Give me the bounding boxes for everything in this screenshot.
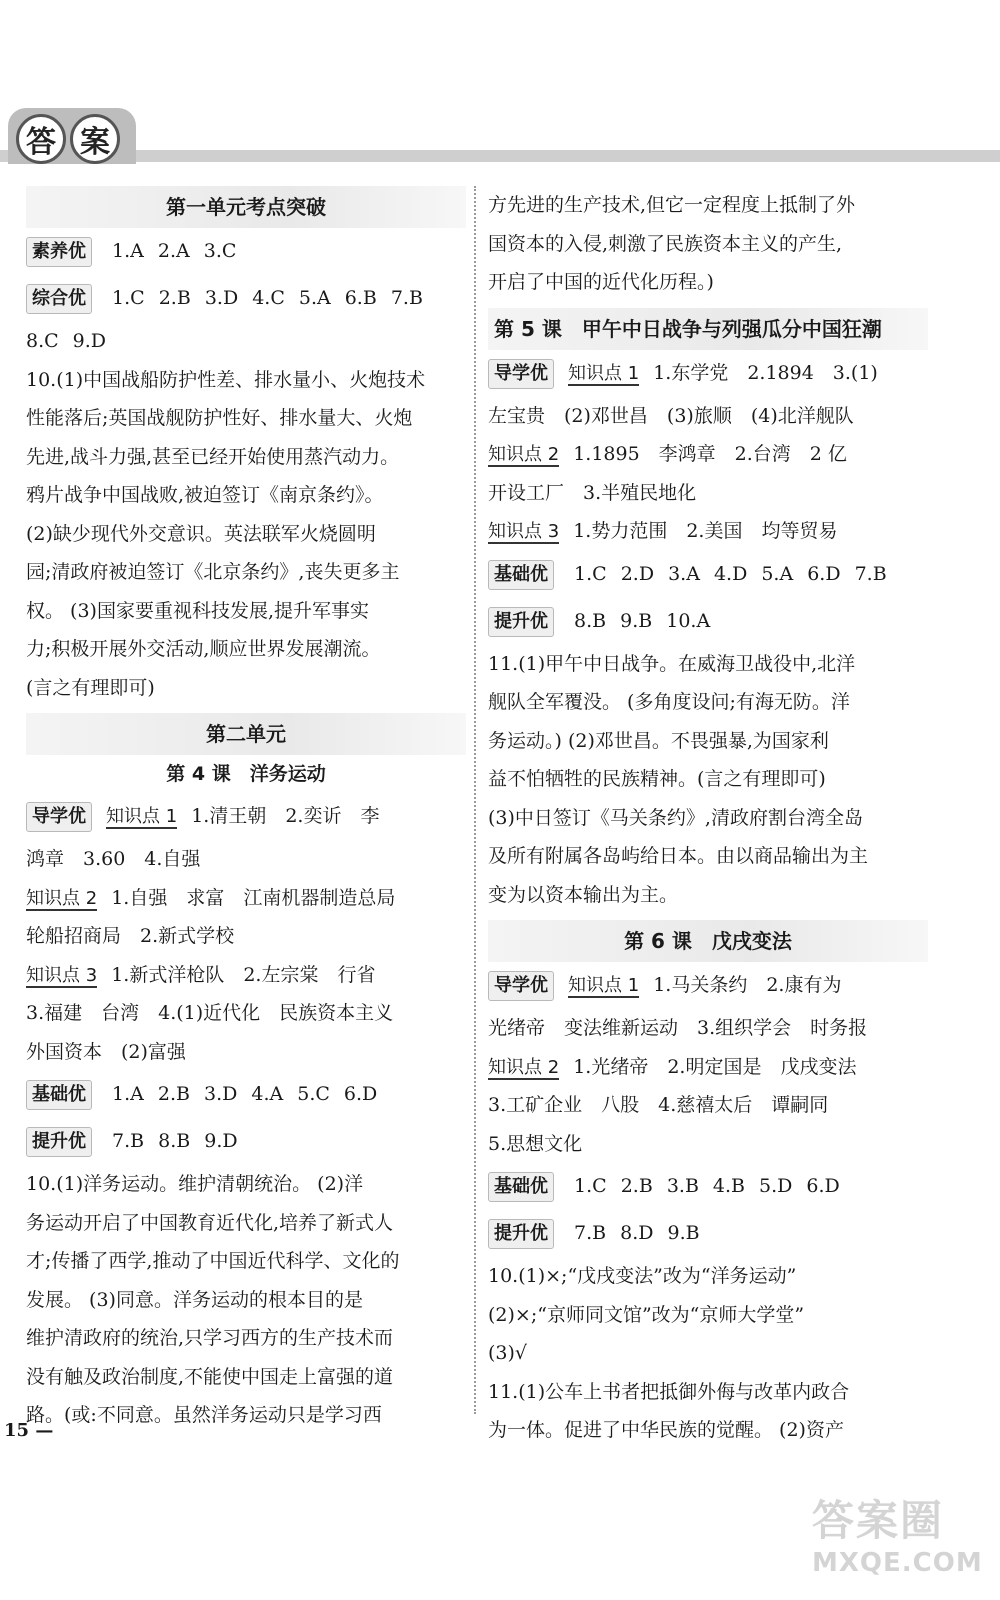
answer-item: 1.C xyxy=(574,562,607,585)
kp2-6-text: 1.光绪帝 2.明定国是 戊戌变法 xyxy=(573,1055,857,1078)
text-line: 及所有附属各岛屿给日本。由以商品输出为主 xyxy=(488,845,869,867)
text-line: 11.(1)公车上书者把抵御外侮与改革内政合 xyxy=(488,1380,850,1403)
knowledge-point-3: 知识点 3 xyxy=(26,964,98,986)
answer-item: 7.B xyxy=(112,1130,145,1152)
kp3-5-text: 1.势力范围 2.美国 均等贸易 xyxy=(573,520,838,542)
text-line: 鸿章 3.60 4.自强 xyxy=(26,848,201,870)
knowledge-point-2: 知识点 2 xyxy=(26,887,98,909)
tisheng-badge: 提升优 xyxy=(26,1127,92,1157)
knowledge-point-2: 知识点 2 xyxy=(488,1056,560,1078)
text-line: 3.工矿企业 八股 4.慈禧太后 谭嗣同 xyxy=(488,1094,829,1116)
knowledge-point-1: 知识点 1 xyxy=(568,975,640,996)
text-line: 益不怕牺牲的民族精神。(言之有理即可) xyxy=(488,768,826,790)
kp2-row xyxy=(26,879,466,918)
header-strip xyxy=(0,150,1000,162)
daoxue6-text: 1.马关条约 2.康有为 xyxy=(653,974,842,996)
answer-item: 5.C xyxy=(297,1083,330,1105)
text-line: 10.(1)洋务运动。维护清朝统治。 (2)洋 xyxy=(26,1173,364,1195)
text-line: (2)×;“京师同文馆”改为“京师大学堂” xyxy=(488,1303,805,1326)
answer-item: 3.A xyxy=(668,562,700,585)
text-line: 3.福建 台湾 4.(1)近代化 民族资本主义 xyxy=(26,1002,394,1024)
answer-item: 7.B xyxy=(854,562,887,585)
jichu5-answers xyxy=(574,563,901,585)
answer-item: 9.B xyxy=(620,609,653,632)
text-line: 维护清政府的统治,只学习西方的生产技术而 xyxy=(26,1327,394,1349)
answer-item: 6.D xyxy=(806,1175,840,1197)
answer-item: 2.D xyxy=(620,562,655,585)
text-line: 园;清政府被迫签订《北京条约》,丧失更多主 xyxy=(26,561,400,583)
jichu6-badge: 基础优 xyxy=(488,1172,554,1202)
daoxue5-text: 1.东学党 2.1894 3.(1) xyxy=(653,361,878,384)
text-line: (言之有理即可) xyxy=(26,676,155,699)
kp2-5-row xyxy=(488,435,928,474)
daoxue5-badge: 导学优 xyxy=(488,359,554,389)
answer-item: 2.B xyxy=(620,1175,653,1197)
answer-item: 6.B xyxy=(344,287,377,309)
text-line: 开启了中国的近代化历程。) xyxy=(488,271,714,293)
q10-answer xyxy=(26,361,466,708)
tisheng6-badge: 提升优 xyxy=(488,1219,554,1249)
kp3-5-row xyxy=(488,512,928,551)
answer-item: 6.D xyxy=(343,1083,378,1105)
answer-item: 8.B xyxy=(574,609,607,632)
answer-item: 8.D xyxy=(620,1222,654,1244)
knowledge-point-3: 知识点 3 xyxy=(488,521,560,542)
answer-item: 3.B xyxy=(666,1175,699,1197)
knowledge-point-1: 知识点 1 xyxy=(106,806,178,827)
header-char-2: 案 xyxy=(70,114,120,164)
header-char-1: 答 xyxy=(16,114,66,164)
knowledge-point-2: 知识点 2 xyxy=(488,444,560,465)
q11-answer xyxy=(488,645,928,915)
answer-item: 9.D xyxy=(204,1130,238,1152)
text-line: 光绪帝 变法维新运动 3.组织学会 时务报 xyxy=(488,1017,868,1039)
text-line: 鸦片战争中国战败,被迫签订《南京条约》。 xyxy=(26,484,384,506)
column-divider xyxy=(474,186,476,1414)
kp3-row xyxy=(26,956,466,995)
text-line: 才;传播了西学,推动了中国近代科学、文化的 xyxy=(26,1250,400,1272)
jichu6-answers xyxy=(574,1175,854,1197)
answer-item: 8.B xyxy=(158,1130,191,1152)
text-line: (3)√ xyxy=(488,1342,528,1364)
lesson6-title: 第 6 课 戊戌变法 xyxy=(488,920,928,962)
daoxue-badge: 导学优 xyxy=(26,802,92,832)
text-line: 方先进的生产技术,但它一定程度上抵制了外 xyxy=(488,194,856,216)
text-line: (2)缺少现代外交意识。英法联军火烧圆明 xyxy=(26,522,376,545)
suyang-badge: 素养优 xyxy=(26,237,92,267)
tisheng5-answers xyxy=(574,610,724,632)
text-line: 路。(或:不同意。虽然洋务运动只是学习西 xyxy=(26,1404,382,1426)
kp2-text: 1.自强 求富 江南机器制造总局 xyxy=(111,886,396,909)
zonghe-row xyxy=(26,275,466,322)
text-line: 先进,战斗力强,甚至已经开始使用蒸汽动力。 xyxy=(26,445,400,468)
zonghe-answers xyxy=(112,287,437,309)
answer-item: 4.C xyxy=(252,287,285,309)
answer-item: 7.B xyxy=(390,287,423,309)
answer-item: 6.D xyxy=(807,562,841,585)
answer-item: 4.A xyxy=(251,1083,284,1105)
daoxue6-badge: 导学优 xyxy=(488,971,554,1001)
text-line: 没有触及政治制度,不能使中国走上富强的道 xyxy=(26,1365,394,1388)
answer-item: 3.C xyxy=(203,240,237,262)
text-line: 10.(1)×;“戊戌变法”改为“洋务运动” xyxy=(488,1265,797,1287)
watermark-top: 答案圈 xyxy=(812,1496,945,1545)
answer-item: 9.B xyxy=(667,1222,700,1244)
answer-item: 1.C xyxy=(574,1175,607,1197)
answer-item: 3.D xyxy=(204,1083,238,1105)
text-line: 性能落后;英国战舰防护性好、排水量大、火炮 xyxy=(26,407,413,429)
tisheng6-answers xyxy=(574,1222,714,1244)
tisheng6-row xyxy=(488,1210,928,1257)
kp3-text: 1.新式洋枪队 2.左宗棠 行省 xyxy=(111,963,376,986)
zonghe-badge: 综合优 xyxy=(26,284,92,314)
answer-item: 1.A xyxy=(112,1083,144,1105)
answer-item: 10.A xyxy=(666,609,711,632)
answer-item: 2.B xyxy=(157,1083,190,1105)
answer-item: 8.C xyxy=(26,330,59,352)
jichu-badge: 基础优 xyxy=(26,1080,92,1110)
answer-item: 3.D xyxy=(204,287,239,309)
knowledge-point-1: 知识点 1 xyxy=(568,362,640,384)
text-line: 外国资本 (2)富强 xyxy=(26,1040,186,1063)
jichu5-badge: 基础优 xyxy=(488,560,554,590)
page-number: 15 — xyxy=(4,1420,54,1441)
jichu5-row xyxy=(488,551,928,598)
text-line: 轮船招商局 2.新式学校 xyxy=(26,925,235,947)
tisheng-row xyxy=(26,1118,466,1165)
zonghe-cont xyxy=(26,322,466,361)
tisheng5-badge: 提升优 xyxy=(488,607,554,637)
right-column xyxy=(488,186,928,1450)
suyang-row xyxy=(26,228,466,275)
left-column xyxy=(26,186,466,1435)
daoxue-row xyxy=(26,793,466,840)
answer-item: 2.B xyxy=(158,287,191,309)
text-line: 力;积极开展外交活动,顺应世界发展潮流。 xyxy=(26,638,381,660)
suyang-answers xyxy=(112,240,250,262)
text-line: 发展。 (3)同意。洋务运动的根本目的是 xyxy=(26,1288,363,1311)
text-line: 10.(1)中国战船防护性差、排水量小、火炮技术 xyxy=(26,368,426,391)
text-line: 变为以资本输出为主。 xyxy=(488,883,679,906)
text-line: 左宝贵 (2)邓世昌 (3)旅顺 (4)北洋舰队 xyxy=(488,404,854,427)
answer-item: 4.B xyxy=(712,1175,745,1197)
answer-item: 5.A xyxy=(761,562,794,585)
jichu-row xyxy=(26,1071,466,1118)
text-line: 务运动开启了中国教育近代化,培养了新式人 xyxy=(26,1211,394,1234)
answer-item: 4.D xyxy=(713,562,748,585)
daoxue5-row xyxy=(488,350,928,397)
watermark-logo xyxy=(812,1488,992,1592)
text-line: 权。 (3)国家要重视科技发展,提升军事实 xyxy=(26,599,369,622)
tisheng5-row xyxy=(488,598,928,645)
daoxue-text: 1.清王朝 2.奕䜣 李 xyxy=(191,805,380,827)
q10-11-answer xyxy=(488,1257,928,1450)
answer-item: 1.A xyxy=(112,240,144,262)
tisheng-answers xyxy=(112,1130,252,1152)
answer-item: 2.A xyxy=(157,240,190,262)
text-line: 开设工厂 3.半殖民地化 xyxy=(488,481,697,504)
answer-header xyxy=(0,100,1000,170)
daoxue6-row xyxy=(488,962,928,1009)
text-line: 5.思想文化 xyxy=(488,1132,583,1155)
kp2-5-text: 1.1895 李鸿章 2.台湾 2 亿 xyxy=(573,443,847,465)
answer-item: 5.D xyxy=(759,1175,793,1197)
answer-item: 9.D xyxy=(72,330,107,352)
kp2-6-row xyxy=(488,1048,928,1087)
lesson5-title: 第 5 课 甲午中日战争与列强瓜分中国狂潮 xyxy=(488,308,928,350)
text-line: 务运动。) (2)邓世昌。不畏强暴,为国家利 xyxy=(488,729,829,752)
unit2-title: 第二单元 xyxy=(26,713,466,755)
q10b-answer xyxy=(26,1165,466,1435)
text-line: 国资本的入侵,刺激了民族资本主义的产生, xyxy=(488,232,843,255)
text-line: (3)中日签订《马关条约》,清政府割台湾全岛 xyxy=(488,806,863,829)
jichu6-row xyxy=(488,1163,928,1210)
lesson4-title: 第 4 课 洋务运动 xyxy=(166,763,326,785)
answer-item: 7.B xyxy=(574,1222,607,1244)
unit1-title: 第一单元考点突破 xyxy=(26,186,466,228)
answer-item: 1.C xyxy=(112,287,145,309)
watermark-bottom: MXQE.COM xyxy=(812,1548,983,1578)
text-line: 为一体。促进了中华民族的觉醒。 (2)资产 xyxy=(488,1419,844,1441)
text-line: 11.(1)甲午中日战争。在威海卫战役中,北洋 xyxy=(488,652,856,675)
jichu-answers xyxy=(112,1083,391,1105)
answer-item: 5.A xyxy=(298,287,331,309)
text-line: 舰队全军覆没。 (多角度设问;有海无防。洋 xyxy=(488,691,850,713)
